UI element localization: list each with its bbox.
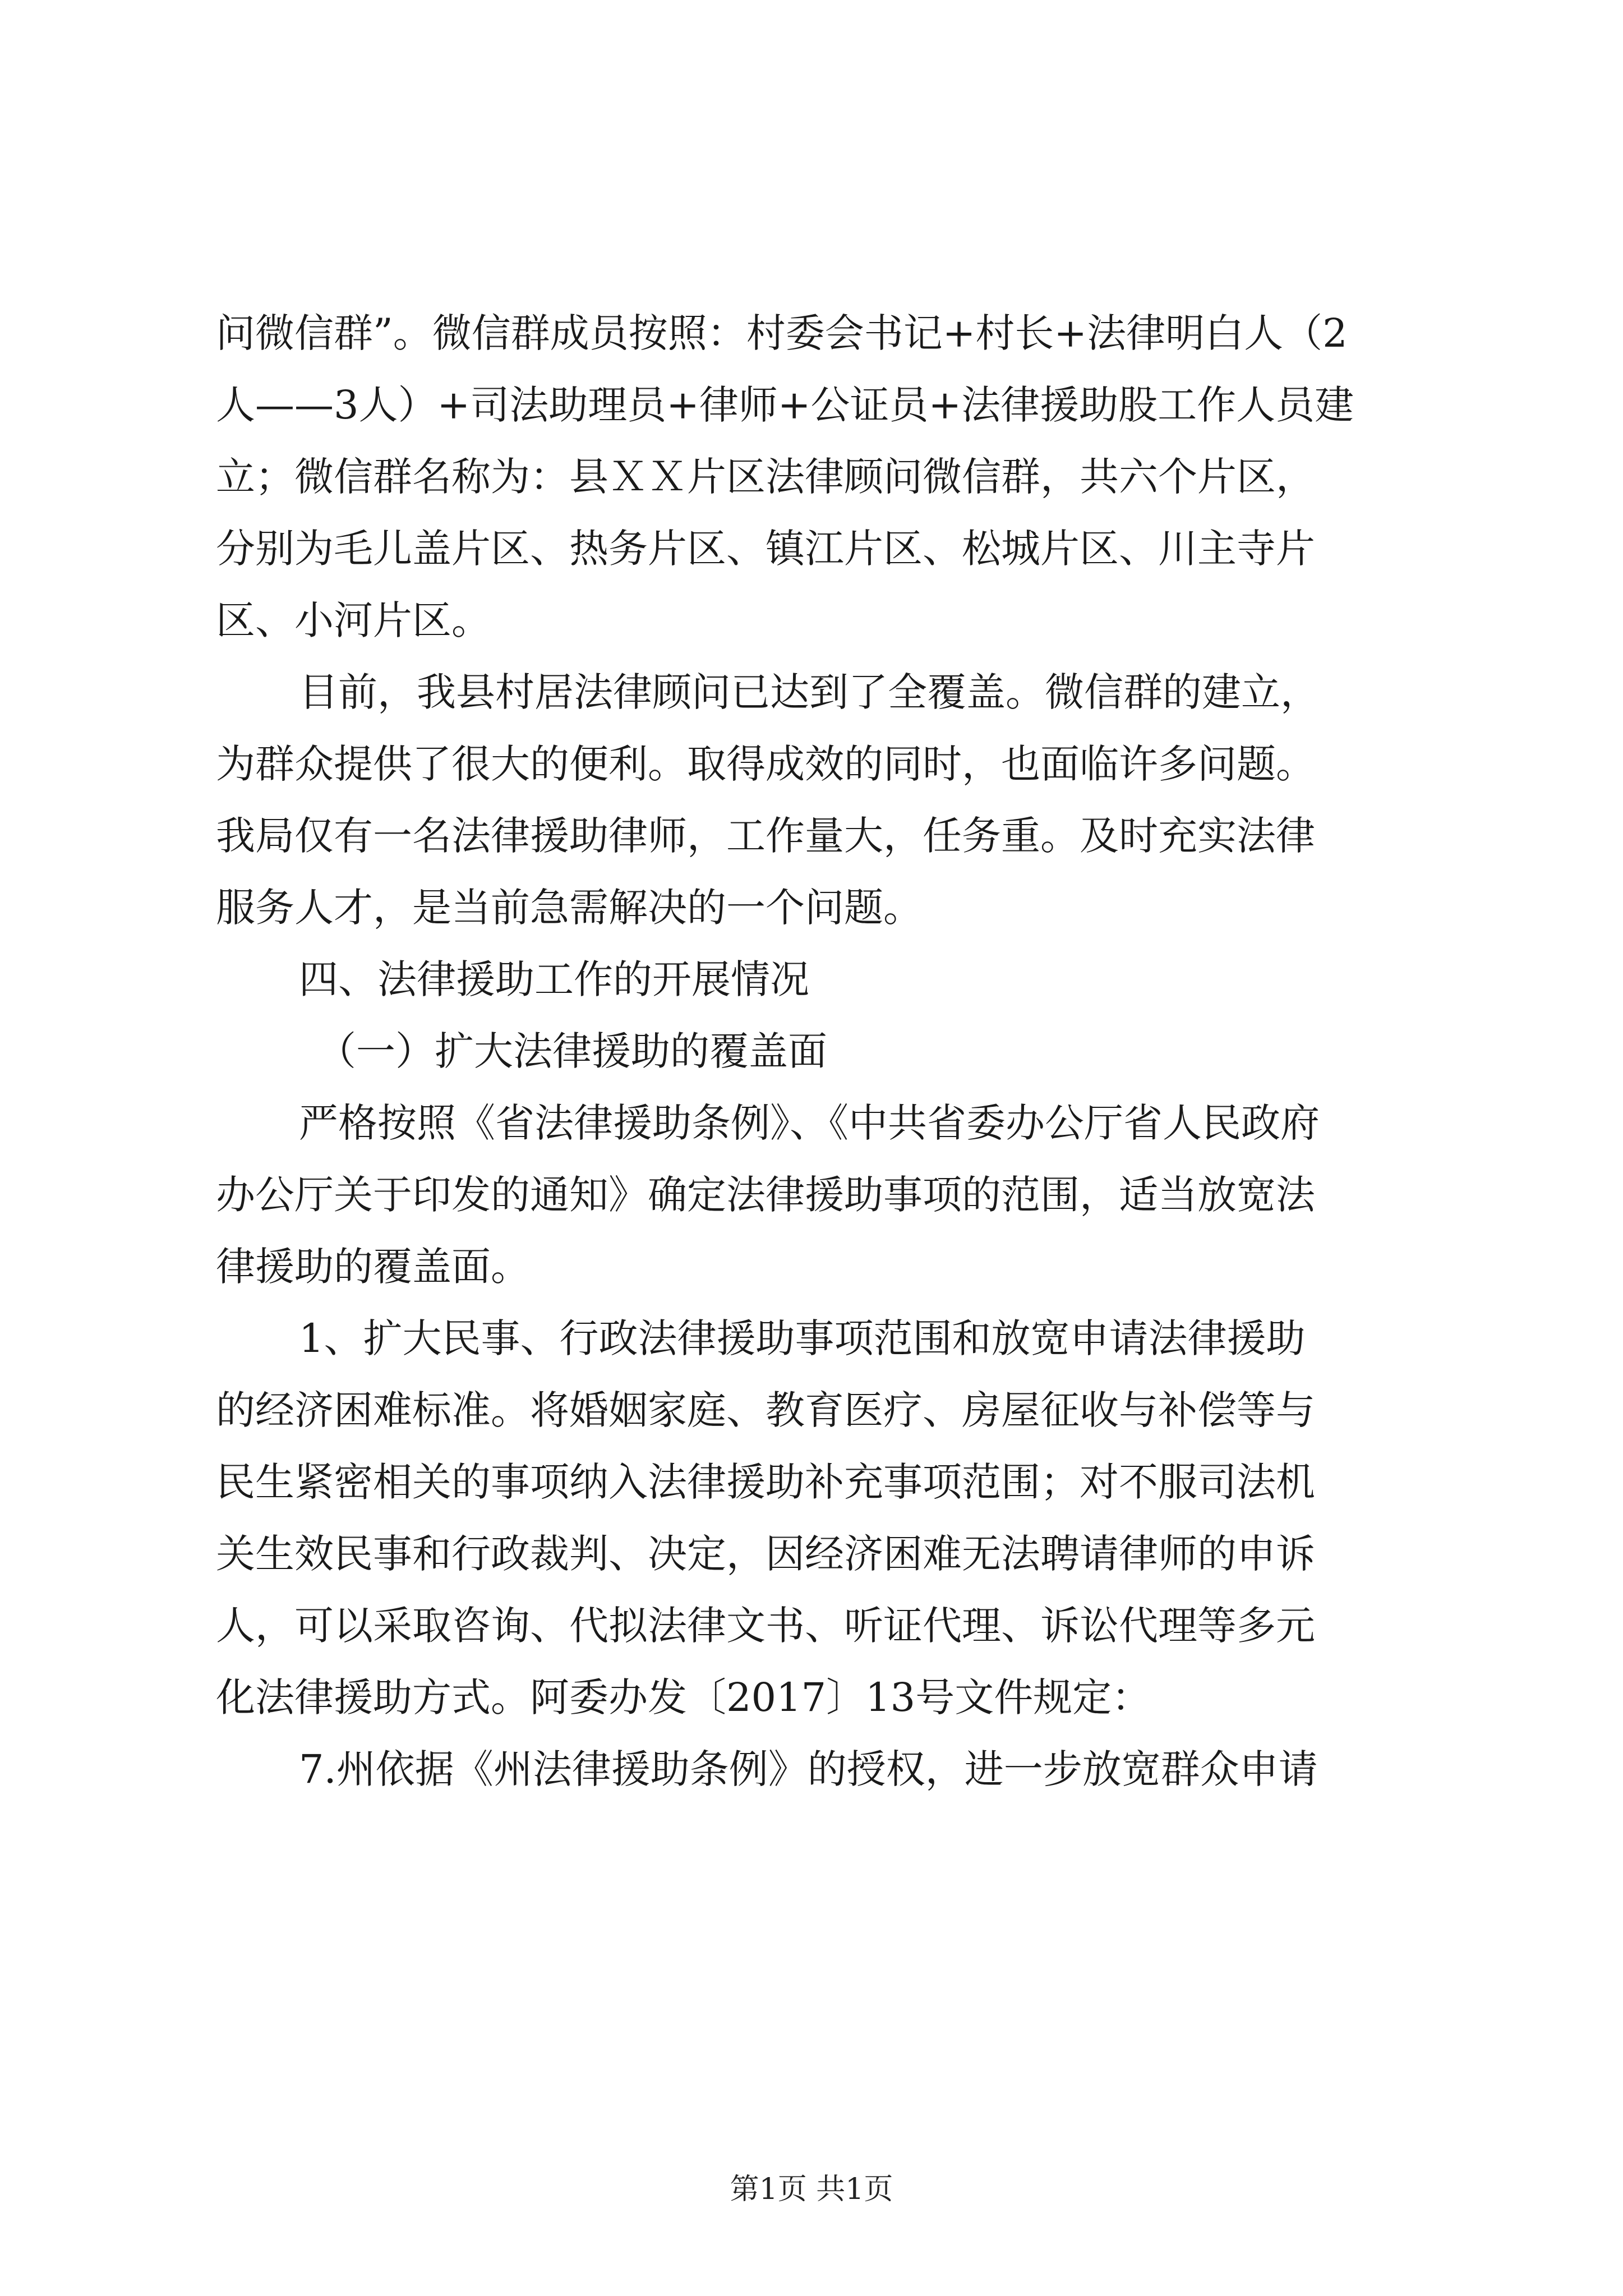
body-line: 我局仅有一名法律援助律师，工作量大，任务重。及时充实法律 <box>216 813 1315 859</box>
section-heading: 四、法律援助工作的开展情况 <box>299 956 809 1002</box>
body-line: 律援助的覆盖面。 <box>216 1244 530 1290</box>
body-line: 化法律援助方式。阿委办发〔2017〕13号文件规定： <box>216 1674 1151 1720</box>
body-line: 民生紧密相关的事项纳入法律援助补充事项范围；对不服司法机 <box>216 1459 1315 1505</box>
document-body <box>216 297 1422 1805</box>
body-line: 区、小河片区。 <box>216 597 491 643</box>
paragraph-first-line: 目前，我县村居法律顾问已达到了全覆盖。微信群的建立， <box>299 669 1320 715</box>
paragraph-first-line: 1、扩大民事、行政法律援助事项范围和放宽申请法律援助 <box>299 1315 1306 1361</box>
body-line: 服务人才，是当前急需解决的一个问题。 <box>216 885 923 931</box>
body-line: 分别为毛儿盖片区、热务片区、镇江片区、松城片区、川主寺片 <box>216 526 1315 572</box>
body-line: 立；微信群名称为：县ＸＸ片区法律顾问微信群，共六个片区， <box>216 454 1315 500</box>
body-line: 问微信群”。微信群成员按照：村委会书记+村长+法律明白人（2 <box>216 310 1348 356</box>
page-footer: 第1页 共1页 <box>730 2173 893 2206</box>
body-line: 人——3人）+司法助理员+律师+公证员+法律援助股工作人员建 <box>216 382 1354 428</box>
body-line: 关生效民事和行政裁判、决定，因经济困难无法聘请律师的申诉 <box>216 1531 1315 1577</box>
body-line: 的经济困难标准。将婚姻家庭、教育医疗、房屋征收与补偿等与 <box>216 1387 1315 1433</box>
body-line: 为群众提供了很大的便利。取得成效的同时，也面临许多问题。 <box>216 741 1315 787</box>
paragraph-first-line: 7.州依据《州法律援助条例》的授权，进一步放宽群众申请 <box>299 1746 1318 1792</box>
body-line: 人，可以采取咨询、代拟法律文书、听证代理、诉讼代理等多元 <box>216 1603 1315 1649</box>
body-line: 办公厅关于印发的通知》确定法律援助事项的范围，适当放宽法 <box>216 1172 1315 1218</box>
paragraph-first-line: 严格按照《省法律援助条例》、《中共省委办公厅省人民政府 <box>299 1100 1320 1146</box>
subsection-heading: （一）扩大法律援助的覆盖面 <box>317 1028 827 1074</box>
